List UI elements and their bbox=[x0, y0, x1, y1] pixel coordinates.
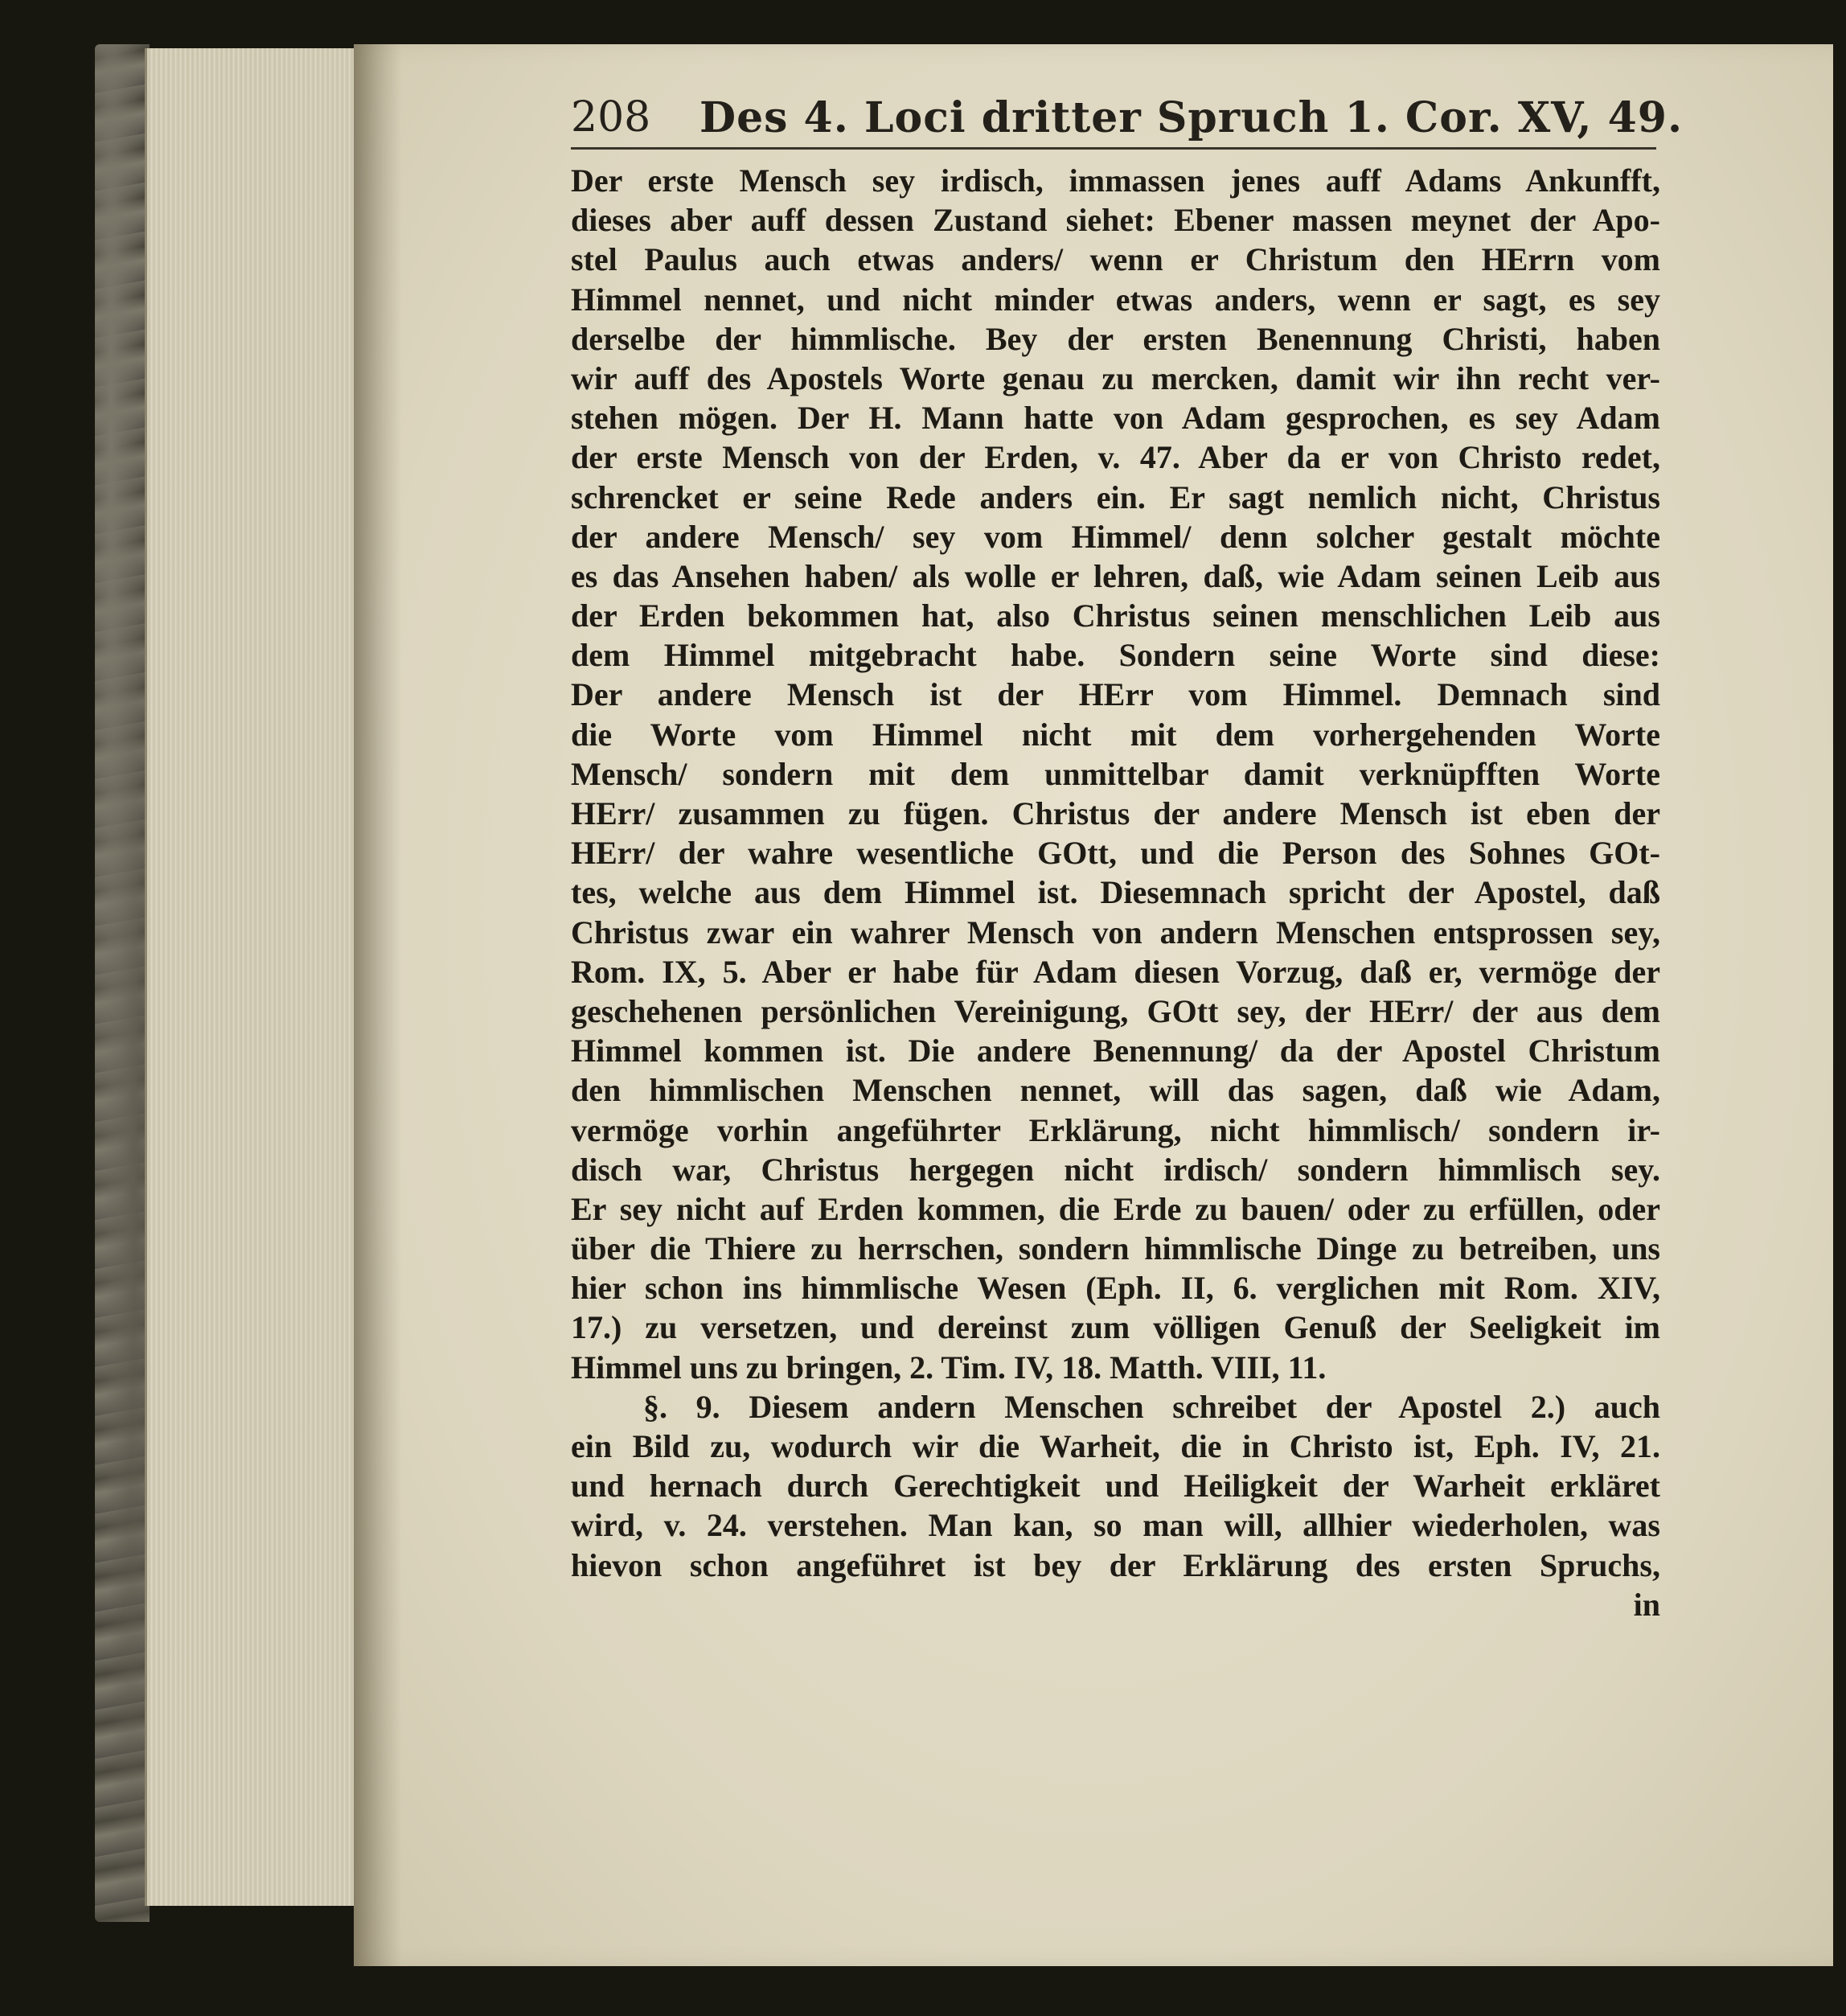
text-line: disch war, Christus hergegen nicht irdisch/ sondern himmlisch sey. bbox=[571, 1151, 1660, 1188]
text-line: dem Himmel mitgebracht habe. Sondern seine Worte sind diese: bbox=[571, 637, 1660, 674]
text-line: es das Ansehen haben/ als wolle er lehren, daß, wie Adam seinen Leib aus bbox=[571, 557, 1660, 594]
text-line: geschehenen persönlichen Vereinigung, GOtt sey, der HErr/ der aus dem bbox=[571, 992, 1660, 1029]
text-line: hievon schon angeführet ist bey der Erklärung des ersten Spruchs, bbox=[571, 1546, 1660, 1583]
text-line: stehen mögen. Der H. Mann hatte von Adam gesprochen, es sey Adam bbox=[571, 400, 1660, 437]
text-line: hier schon ins himmlische Wesen (Eph. II, 6. verglichen mit Rom. XIV, bbox=[571, 1270, 1660, 1307]
text-line: dieses aber auff dessen Zustand siehet: Ebener massen meynet der Apo- bbox=[571, 202, 1660, 239]
page-gutter-shadow bbox=[354, 44, 402, 1966]
text-line: über die Thiere zu herrschen, sondern himmlische Dinge zu betreiben, uns bbox=[571, 1230, 1660, 1267]
text-line: Der andere Mensch ist der HErr vom Himmel. Demnach sind bbox=[571, 676, 1660, 713]
catchword: in bbox=[1633, 1586, 1660, 1623]
text-line: ein Bild zu, wodurch wir die Warheit, die in Christo ist, Eph. IV, 21. bbox=[571, 1428, 1660, 1464]
running-head: Des 4. Loci dritter Spruch 1. Cor. XV, 49. bbox=[699, 93, 1684, 142]
text-line: Rom. IX, 5. Aber er habe für Adam diesen Vorzug, daß er, vermöge der bbox=[571, 953, 1660, 990]
text-line: schrencket er seine Rede anders ein. Er sagt nemlich nicht, Christus bbox=[571, 478, 1660, 515]
text-line: der erste Mensch von der Erden, v. 47. Aber da er von Christo redet, bbox=[571, 439, 1660, 476]
text-line: Mensch/ sondern mit dem unmittelbar damit verknüpfften Worte bbox=[571, 755, 1660, 792]
text-line: Himmel uns zu bringen, 2. Tim. IV, 18. Matth. VIII, 11. bbox=[571, 1349, 1327, 1386]
text-line: HErr/ zusammen zu fügen. Christus der andere Mensch ist eben der bbox=[571, 795, 1660, 831]
text-line: wird, v. 24. verstehen. Man kan, so man will, allhier wiederholen, was bbox=[571, 1507, 1660, 1544]
text-line: Der erste Mensch sey irdisch, immassen jenes auff Adams Ankunfft, bbox=[571, 162, 1660, 199]
text-line: Er sey nicht auf Erden kommen, die Erde zu bauen/ oder zu erfüllen, oder bbox=[571, 1190, 1660, 1227]
text-line: stel Paulus auch etwas anders/ wenn er Christum den HErrn vom bbox=[571, 241, 1660, 278]
text-line: Christus zwar ein wahrer Mensch von andern Menschen entsprossen sey, bbox=[571, 914, 1660, 951]
text-line: 17.) zu versetzen, und dereinst zum völligen Genuß der Seeligkeit im bbox=[571, 1309, 1660, 1346]
text-line: wir auff des Apostels Worte genau zu mercken, damit wir ihn recht ver- bbox=[571, 359, 1660, 396]
text-line: Himmel kommen ist. Die andere Benennung/ da der Apostel Christum bbox=[571, 1033, 1660, 1070]
marbled-cover-edge bbox=[95, 44, 150, 1922]
text-line: derselbe der himmlische. Bey der ersten Benennung Christi, haben bbox=[571, 320, 1660, 357]
body-text bbox=[571, 161, 1660, 1624]
text-line: und hernach durch Gerechtigkeit und Heiligkeit der Warheit erkläret bbox=[571, 1468, 1660, 1505]
text-line: der Erden bekommen hat, also Christus seinen menschlichen Leib aus bbox=[571, 597, 1660, 634]
text-line: die Worte vom Himmel nicht mit dem vorhergehenden Worte bbox=[571, 716, 1660, 753]
page-number: 208 bbox=[571, 93, 651, 142]
text-line: Himmel nennet, und nicht minder etwas anders, wenn er sagt, es sey bbox=[571, 281, 1660, 318]
text-line: den himmlischen Menschen nennet, will das sagen, daß wie Adam, bbox=[571, 1072, 1660, 1109]
text-line: der andere Mensch/ sey vom Himmel/ denn solcher gestalt möchte bbox=[571, 518, 1660, 555]
text-line: vermöge vorhin angeführter Erklärung, nicht himmlisch/ sondern ir- bbox=[571, 1111, 1660, 1148]
page-header bbox=[571, 88, 1684, 145]
page-block-edges bbox=[145, 48, 372, 1906]
header-rule bbox=[571, 147, 1656, 150]
section-start-line: §. 9. Diesem andern Menschen schreibet der Apostel 2.) auch bbox=[643, 1388, 1660, 1425]
text-line: tes, welche aus dem Himmel ist. Diesemnach spricht der Apostel, daß bbox=[571, 874, 1660, 911]
text-line: HErr/ der wahre wesentliche GOtt, und die Person des Sohnes GOt- bbox=[571, 835, 1660, 872]
